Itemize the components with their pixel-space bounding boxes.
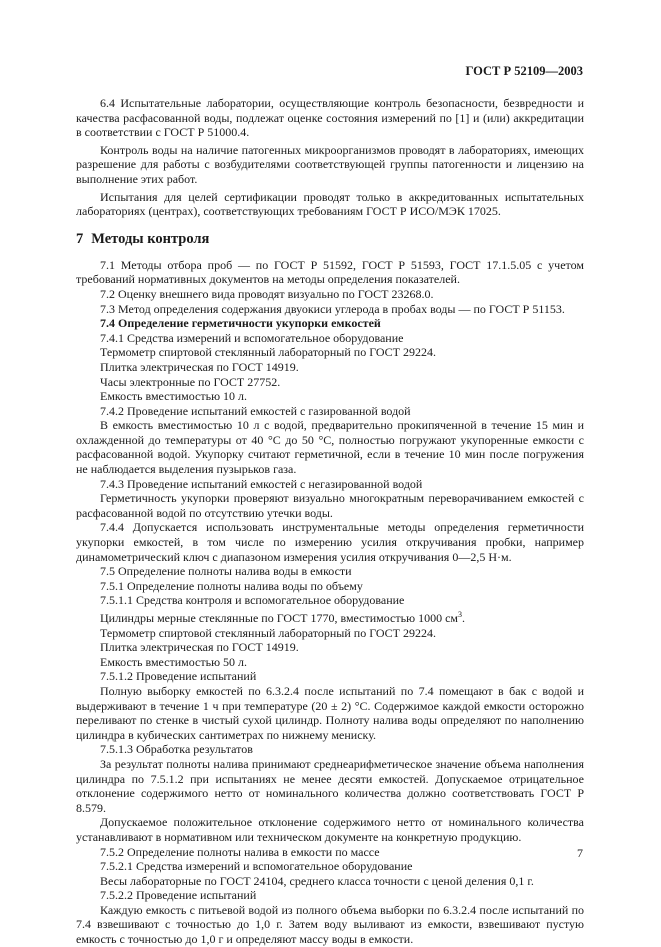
paragraph: 7.4.4 Допускается использовать инструментальные методы определения герметичности укупорки емкостей, в том числе по измерению усилия откручивания пробки, например динамометрический ключ с диапазоном измерения усилия откручивания 0—2,5 Н·м. <box>76 520 584 564</box>
paragraph: Испытания для целей сертификации проводят только в аккредитованных испытательных лабораториях (центрах), соответствующих требованиям ГОСТ Р ИСО/МЭК 17025. <box>76 189 584 219</box>
paragraph: В емкость вместимостью 10 л с водой, предварительно прокипяченной в течение 15 мин и охлажденной до температуры от 40 °С до 50 °С, полностью погружают укупоренные емкости с расфасованной водой. Укупорку считают герметичной, если в течение 10 мин после погружения не наблюдается выделения пузырьков газа. <box>76 418 584 477</box>
document-body <box>76 96 584 947</box>
paragraph: 7.2 Оценку внешнего вида проводят визуально по ГОСТ 23268.0. <box>100 286 434 301</box>
document-header: ГОСТ Р 52109—2003 <box>465 64 583 78</box>
paragraph: Герметичность укупорки проверяют визуально многократным переворачиванием емкостей с расфасованной водой по отсутствию утечки воды. <box>76 491 584 520</box>
paragraph: Плитка электрическая по ГОСТ 14919. <box>100 640 299 655</box>
paragraph: Термометр спиртовой стеклянный лабораторный по ГОСТ 29224. <box>100 345 436 360</box>
paragraph: 7.5.2 Определение полноты налива в емкости по массе <box>100 844 380 859</box>
section-number: 7 <box>76 230 84 247</box>
paragraph: Часы электронные по ГОСТ 27752. <box>100 374 281 389</box>
paragraph: Каждую емкость с питьевой водой из полного объема выборки по 6.3.2.4 после испытаний по 7.4 взвешивают с точностью до 1,0 г. Затем воду выливают из емкости, взвешивают пустую емкость с точностью до 1,0 г и определяют массу воды в емкости. <box>76 902 584 947</box>
paragraph: 7.4.1 Средства измерений и вспомогательное оборудование <box>100 330 404 345</box>
paragraph: Контроль воды на наличие патогенных микроорганизмов проводят в лабораториях, имеющих разрешение для работы с возбудителями соответствующей группы патогенности и лицензию на выполнение этих работ. <box>76 142 584 186</box>
paragraph: 7.5.2.1 Средства измерений и вспомогательное оборудование <box>100 859 413 874</box>
paragraph: 6.4 Испытательные лаборатории, осуществляющие контроль безопасности, безвредности и качества расфасованной воды, подлежат оценке состояния измерений по [1] и (или) аккредитации в соответствии с ГОСТ Р 51000.4. <box>76 96 584 140</box>
paragraph: Допускаемое положительное отклонение содержимого нетто от номинального количества устанавливают в нормативном или техническом документе на конкретную продукцию. <box>76 815 584 844</box>
paragraph: Плитка электрическая по ГОСТ 14919. <box>100 359 299 374</box>
paragraph: 7.5.1.3 Обработка результатов <box>100 742 253 757</box>
paragraph: Емкость вместимостью 50 л. <box>100 654 248 669</box>
paragraph: 7.3 Метод определения содержания двуокиси углерода в пробах воды — по ГОСТ Р 51153. <box>100 301 565 316</box>
subsection-heading-text: 7.4 Определение герметичности укупорки емкостей <box>100 316 381 331</box>
paragraph: 7.5.1.1 Средства контроля и вспомогательное оборудование <box>100 593 405 608</box>
paragraph: 7.5.1 Определение полноты налива воды по объему <box>100 578 363 593</box>
section-heading <box>76 231 584 248</box>
paragraph: Полную выборку емкостей по 6.3.2.4 после испытаний по 7.4 помещают в бак с водой и выдерживают в течение 1 ч при температуре (20 ± 2) °С. Содержимое каждой емкости осторожно переливают по стенке в чистый сухой цилиндр. Полноту налива воды определяют по наполнению цилиндра в кубических сантиметрах по нижнему мениску. <box>76 683 584 742</box>
page-number: 7 <box>577 846 583 860</box>
subsection-heading <box>76 316 584 331</box>
section-title: Методы контроля <box>91 230 210 247</box>
paragraph: 7.4.3 Проведение испытаний емкостей с негазированной водой <box>100 476 423 491</box>
paragraph: Весы лабораторные по ГОСТ 24104, среднего класса точности с ценой деления 0,1 г. <box>100 873 534 888</box>
paragraph: 7.1 Методы отбора проб — по ГОСТ Р 51592, ГОСТ Р 51593, ГОСТ 17.1.5.05 с учетом требований нормативных документов на методы определения показателей. <box>76 257 584 287</box>
paragraph: Емкость вместимостью 10 л. <box>100 389 248 404</box>
paragraph-cylinder: Цилиндры мерные стеклянные по ГОСТ 1770, вместимостью 1000 $см^3$. <box>100 610 465 625</box>
paragraph: 7.5 Определение полноты налива воды в емкости <box>100 564 352 579</box>
paragraph: 7.5.2.2 Проведение испытаний <box>100 888 257 903</box>
paragraph: 7.5.1.2 Проведение испытаний <box>100 669 257 684</box>
paragraph: За результат полноты налива принимают среднеарифметическое значение объема наполнения цилиндра по 7.5.1.2 при испытаниях не менее десяти емкостей. Допускаемое отрицательное отклонение содержимого нетто от номинального количества должно соответствовать ГОСТ Р 8.579. <box>76 756 584 815</box>
paragraph: Термометр спиртовой стеклянный лабораторный по ГОСТ 29224. <box>100 625 436 640</box>
paragraph: 7.4.2 Проведение испытаний емкостей с газированной водой <box>100 403 411 418</box>
